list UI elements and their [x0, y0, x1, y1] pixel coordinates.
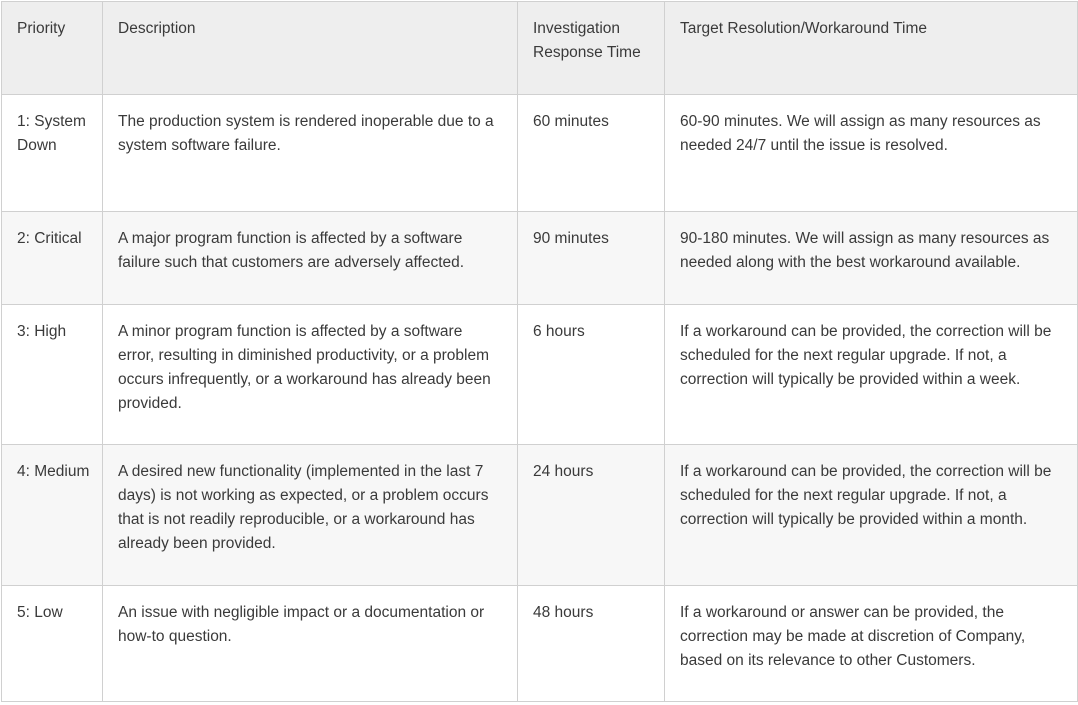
header-priority: Priority — [2, 2, 103, 95]
cell-description: A desired new functionality (implemented in the last 7 days) is not working as expected, or a problem occurs that is not readily reproducible, or a workaround has already been provided. — [103, 445, 518, 586]
cell-description: An issue with negligible impact or a documentation or how-to question. — [103, 586, 518, 702]
cell-resolution-time: 90-180 minutes. We will assign as many resources as needed along with the best workaround available. — [665, 212, 1078, 305]
cell-response-time: 48 hours — [518, 586, 665, 702]
cell-priority: 3: High — [2, 305, 103, 445]
header-resolution-time: Target Resolution/Workaround Time — [665, 2, 1078, 95]
table-row — [2, 95, 1078, 212]
cell-description: A minor program function is affected by a software error, resulting in diminished productivity, or a problem occurs infrequently, or a workaround has already been provided. — [103, 305, 518, 445]
cell-resolution-time: If a workaround or answer can be provided, the correction may be made at discretion of Company, based on its relevance to other Customers. — [665, 586, 1078, 702]
cell-response-time: 24 hours — [518, 445, 665, 586]
table-row — [2, 212, 1078, 305]
cell-priority: 5: Low — [2, 586, 103, 702]
table-row — [2, 586, 1078, 702]
cell-resolution-time: If a workaround can be provided, the correction will be scheduled for the next regular upgrade. If not, a correction will typically be provided within a month. — [665, 445, 1078, 586]
table-row — [2, 445, 1078, 586]
table-header-row — [2, 2, 1078, 95]
cell-response-time: 90 minutes — [518, 212, 665, 305]
cell-response-time: 6 hours — [518, 305, 665, 445]
cell-resolution-time: 60-90 minutes. We will assign as many resources as needed 24/7 until the issue is resolved. — [665, 95, 1078, 212]
cell-description: A major program function is affected by a software failure such that customers are adversely affected. — [103, 212, 518, 305]
cell-priority: 2: Critical — [2, 212, 103, 305]
header-response-time: Investigation Response Time — [518, 2, 665, 95]
cell-response-time: 60 minutes — [518, 95, 665, 212]
header-description: Description — [103, 2, 518, 95]
cell-priority: 4: Medium — [2, 445, 103, 586]
table-row — [2, 305, 1078, 445]
cell-priority: 1: System Down — [2, 95, 103, 212]
cell-description: The production system is rendered inoperable due to a system software failure. — [103, 95, 518, 212]
cell-resolution-time: If a workaround can be provided, the correction will be scheduled for the next regular upgrade. If not, a correction will typically be provided within a week. — [665, 305, 1078, 445]
priority-sla-table — [1, 1, 1078, 702]
